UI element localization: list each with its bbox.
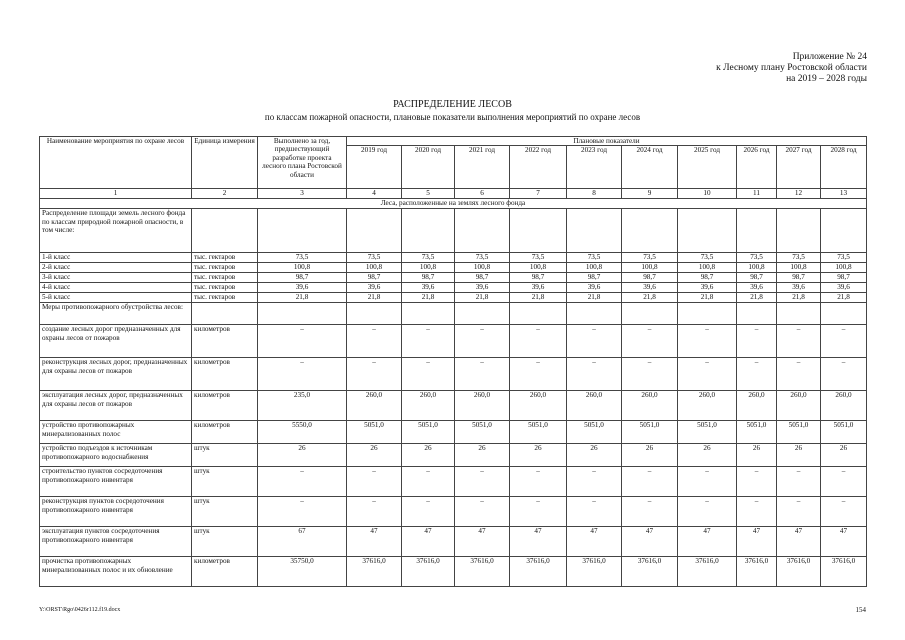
row-value <box>258 209 347 253</box>
row-value: – <box>678 467 737 497</box>
col-number: 11 <box>737 189 777 199</box>
row-value: 98,7 <box>567 273 622 283</box>
table-row <box>40 391 867 421</box>
row-value: 98,7 <box>777 273 821 283</box>
row-value: 100,8 <box>622 263 678 273</box>
row-value: 100,8 <box>567 263 622 273</box>
row-value: – <box>402 467 455 497</box>
header-year: 2019 год <box>347 146 402 189</box>
row-value: 47 <box>678 527 737 557</box>
row-value: 39,6 <box>678 283 737 293</box>
row-value: 260,0 <box>567 391 622 421</box>
section-title: Леса, расположенные на землях лесного фонда <box>40 199 867 209</box>
row-value <box>402 303 455 325</box>
row-value: 37616,0 <box>678 557 737 587</box>
row-value: – <box>347 358 402 391</box>
row-value: 21,8 <box>347 293 402 303</box>
table-row <box>40 303 867 325</box>
row-value: 39,6 <box>567 283 622 293</box>
row-value <box>777 303 821 325</box>
table-row <box>40 421 867 444</box>
row-value: 37616,0 <box>567 557 622 587</box>
row-value: 5051,0 <box>622 421 678 444</box>
row-value: 37616,0 <box>777 557 821 587</box>
row-value: 47 <box>347 527 402 557</box>
col-number: 1 <box>40 189 192 199</box>
table-row <box>40 527 867 557</box>
row-value: 26 <box>567 444 622 467</box>
row-value: 47 <box>455 527 510 557</box>
col-number: 8 <box>567 189 622 199</box>
row-value: 100,8 <box>678 263 737 273</box>
row-value: 260,0 <box>455 391 510 421</box>
table-row <box>40 253 867 263</box>
row-value: – <box>821 467 867 497</box>
table-row <box>40 325 867 358</box>
col-number: 10 <box>678 189 737 199</box>
footer-file-path: Y:\ORST\Rgo\0426r112.f19.docx <box>39 607 121 613</box>
header-year: 2027 год <box>777 146 821 189</box>
row-value <box>737 303 777 325</box>
row-unit: тыс. гектаров <box>192 283 258 293</box>
row-value: 5051,0 <box>821 421 867 444</box>
row-value: 73,5 <box>455 253 510 263</box>
row-name: реконструкция лесных дорог, предназначенных для охраны лесов от пожаров <box>40 358 192 391</box>
row-value: 47 <box>402 527 455 557</box>
table-row <box>40 293 867 303</box>
row-name: Распределение площади земель лесного фонда по классам природной пожарной опасности, в том числе: <box>40 209 192 253</box>
row-value: 39,6 <box>258 283 347 293</box>
row-value: 100,8 <box>821 263 867 273</box>
row-value: 26 <box>622 444 678 467</box>
table-row <box>40 497 867 527</box>
title-main: РАСПРЕДЕЛЕНИЕ ЛЕСОВ <box>393 99 512 110</box>
title-sub: по классам пожарной опасности, плановые показатели выполнения мероприятий по охране лесов <box>264 112 641 122</box>
row-value: 35750,0 <box>258 557 347 587</box>
row-value: – <box>510 497 567 527</box>
row-name: 3-й класс <box>40 273 192 283</box>
row-value: 39,6 <box>347 283 402 293</box>
row-value <box>347 303 402 325</box>
row-unit: километров <box>192 421 258 444</box>
row-value: 5051,0 <box>347 421 402 444</box>
forest-distribution-table <box>39 136 867 587</box>
row-value: 21,8 <box>455 293 510 303</box>
row-value: 26 <box>258 444 347 467</box>
row-value: 100,8 <box>737 263 777 273</box>
header-year: 2021 год <box>455 146 510 189</box>
row-value: 73,5 <box>567 253 622 263</box>
row-value: – <box>402 497 455 527</box>
row-value: – <box>777 497 821 527</box>
row-value: 73,5 <box>347 253 402 263</box>
row-value: 260,0 <box>347 391 402 421</box>
row-value: – <box>737 358 777 391</box>
appendix-line-3: на 2019 – 2028 годы <box>786 74 867 84</box>
row-name: прочистка противопожарных минерализованных полос и их обновление <box>40 557 192 587</box>
header-planned: Плановые показатели <box>347 137 867 146</box>
table-row <box>40 557 867 587</box>
table-row <box>40 263 867 273</box>
col-number: 12 <box>777 189 821 199</box>
row-value: 260,0 <box>821 391 867 421</box>
row-value: 37616,0 <box>402 557 455 587</box>
row-value: 39,6 <box>821 283 867 293</box>
row-value <box>510 209 567 253</box>
row-value: 73,5 <box>777 253 821 263</box>
row-value: – <box>737 497 777 527</box>
row-value: 26 <box>678 444 737 467</box>
row-unit: штук <box>192 497 258 527</box>
row-value: – <box>258 467 347 497</box>
row-value <box>347 209 402 253</box>
row-value: 100,8 <box>347 263 402 273</box>
row-unit <box>192 303 258 325</box>
row-unit: километров <box>192 358 258 391</box>
row-value: 26 <box>402 444 455 467</box>
header-name: Наименование мероприятия по охране лесов <box>40 137 192 189</box>
row-value: 47 <box>510 527 567 557</box>
row-value: – <box>567 497 622 527</box>
document-title <box>0 99 905 123</box>
row-name: 2-й класс <box>40 263 192 273</box>
row-value: 235,0 <box>258 391 347 421</box>
row-value: 5051,0 <box>777 421 821 444</box>
row-value: – <box>402 325 455 358</box>
row-unit <box>192 209 258 253</box>
row-value: 47 <box>777 527 821 557</box>
row-value: – <box>510 358 567 391</box>
row-value: 26 <box>737 444 777 467</box>
header-year: 2020 год <box>402 146 455 189</box>
page-number: 154 <box>855 606 866 614</box>
table-row <box>40 444 867 467</box>
row-value: 37616,0 <box>347 557 402 587</box>
row-value: 26 <box>510 444 567 467</box>
row-value: 39,6 <box>622 283 678 293</box>
row-name: устройство противопожарных минерализованных полос <box>40 421 192 444</box>
row-value: 47 <box>821 527 867 557</box>
header-year: 2022 год <box>510 146 567 189</box>
row-value: 37616,0 <box>455 557 510 587</box>
table-row <box>40 358 867 391</box>
row-name: эксплуатация пунктов сосредоточения противопожарного инвентаря <box>40 527 192 557</box>
row-value: – <box>455 325 510 358</box>
row-value: 5051,0 <box>455 421 510 444</box>
header-done: Выполнено за год, предшествующий разработке проекта лесного плана Ростовской области <box>258 137 347 189</box>
row-value: – <box>347 497 402 527</box>
row-name: реконструкция пунктов сосредоточения противопожарного инвентаря <box>40 497 192 527</box>
col-number: 2 <box>192 189 258 199</box>
table-row <box>40 209 867 253</box>
row-value: – <box>622 358 678 391</box>
row-value: 100,8 <box>258 263 347 273</box>
row-value: 5051,0 <box>678 421 737 444</box>
row-name: Меры противопожарного обустройства лесов: <box>40 303 192 325</box>
row-value: – <box>622 497 678 527</box>
row-value: 98,7 <box>737 273 777 283</box>
row-value: 21,8 <box>777 293 821 303</box>
row-value: – <box>510 325 567 358</box>
table-row <box>40 283 867 293</box>
row-value: 73,5 <box>622 253 678 263</box>
row-value: 21,8 <box>737 293 777 303</box>
row-value: – <box>455 497 510 527</box>
row-value: 26 <box>821 444 867 467</box>
header-unit: Единица измерения <box>192 137 258 189</box>
header-year: 2025 год <box>678 146 737 189</box>
row-value: 73,5 <box>737 253 777 263</box>
row-value: 260,0 <box>777 391 821 421</box>
row-value: – <box>678 497 737 527</box>
row-value: 260,0 <box>737 391 777 421</box>
row-value: – <box>567 358 622 391</box>
row-value: 98,7 <box>455 273 510 283</box>
row-value: 47 <box>737 527 777 557</box>
row-value: 21,8 <box>402 293 455 303</box>
row-name: устройство подъездов к источникам противопожарного водоснабжения <box>40 444 192 467</box>
row-value: – <box>678 325 737 358</box>
row-value <box>622 209 678 253</box>
row-value: 100,8 <box>510 263 567 273</box>
row-value: 39,6 <box>402 283 455 293</box>
row-value: – <box>258 325 347 358</box>
row-unit: штук <box>192 444 258 467</box>
row-value: 47 <box>622 527 678 557</box>
row-value: 98,7 <box>258 273 347 283</box>
row-value: 73,5 <box>678 253 737 263</box>
row-value: 98,7 <box>510 273 567 283</box>
row-value <box>258 303 347 325</box>
row-unit: тыс. гектаров <box>192 273 258 283</box>
row-value <box>402 209 455 253</box>
row-value: – <box>455 467 510 497</box>
row-value: 21,8 <box>678 293 737 303</box>
row-name: эксплуатация лесных дорог, предназначенных для охраны лесов от пожаров <box>40 391 192 421</box>
row-value: 73,5 <box>821 253 867 263</box>
col-number: 4 <box>347 189 402 199</box>
row-value: 37616,0 <box>737 557 777 587</box>
row-value: – <box>622 467 678 497</box>
row-value: 37616,0 <box>622 557 678 587</box>
row-unit: штук <box>192 467 258 497</box>
row-value <box>510 303 567 325</box>
row-value: – <box>777 467 821 497</box>
row-value: 98,7 <box>347 273 402 283</box>
row-value: 73,5 <box>510 253 567 263</box>
row-value: 5550,0 <box>258 421 347 444</box>
row-value: – <box>737 467 777 497</box>
row-value: 26 <box>777 444 821 467</box>
row-value <box>821 303 867 325</box>
row-value: – <box>821 358 867 391</box>
row-value: 37616,0 <box>510 557 567 587</box>
row-value: – <box>821 497 867 527</box>
row-value: 260,0 <box>510 391 567 421</box>
col-number: 7 <box>510 189 567 199</box>
row-value: 39,6 <box>777 283 821 293</box>
row-value: 39,6 <box>455 283 510 293</box>
col-number: 13 <box>821 189 867 199</box>
row-value <box>622 303 678 325</box>
row-value: 98,7 <box>622 273 678 283</box>
row-value: 47 <box>567 527 622 557</box>
row-name: 4-й класс <box>40 283 192 293</box>
row-value: 100,8 <box>402 263 455 273</box>
header-year: 2026 год <box>737 146 777 189</box>
row-value: 21,8 <box>567 293 622 303</box>
appendix-line-2: к Лесному плану Ростовской области <box>716 63 867 73</box>
row-name: создание лесных дорог предназначенных для охраны лесов от пожаров <box>40 325 192 358</box>
row-value <box>567 209 622 253</box>
row-value: 5051,0 <box>510 421 567 444</box>
row-value: 37616,0 <box>821 557 867 587</box>
header-year: 2023 год <box>567 146 622 189</box>
row-value <box>455 303 510 325</box>
row-unit: тыс. гектаров <box>192 263 258 273</box>
row-value: 26 <box>455 444 510 467</box>
row-unit: километров <box>192 325 258 358</box>
appendix-line-1: Приложение № 24 <box>792 52 867 62</box>
row-value: 5051,0 <box>567 421 622 444</box>
row-value <box>821 209 867 253</box>
row-value: 100,8 <box>455 263 510 273</box>
row-value: 26 <box>347 444 402 467</box>
row-value: – <box>258 497 347 527</box>
row-value <box>678 209 737 253</box>
row-value: 73,5 <box>402 253 455 263</box>
row-value <box>567 303 622 325</box>
row-value <box>737 209 777 253</box>
col-number: 5 <box>402 189 455 199</box>
row-value: – <box>510 467 567 497</box>
row-value: 98,7 <box>678 273 737 283</box>
row-value: – <box>777 358 821 391</box>
row-value: 21,8 <box>821 293 867 303</box>
row-value: – <box>821 325 867 358</box>
table-row <box>40 467 867 497</box>
row-value: – <box>678 358 737 391</box>
row-value: – <box>402 358 455 391</box>
row-value: 260,0 <box>402 391 455 421</box>
row-value: – <box>455 358 510 391</box>
col-number: 6 <box>455 189 510 199</box>
row-value: – <box>347 467 402 497</box>
row-value <box>678 303 737 325</box>
row-value: 5051,0 <box>402 421 455 444</box>
row-unit: штук <box>192 527 258 557</box>
row-value <box>777 209 821 253</box>
row-value: 260,0 <box>622 391 678 421</box>
header-year: 2028 год <box>821 146 867 189</box>
row-value: 21,8 <box>510 293 567 303</box>
row-value: – <box>347 325 402 358</box>
row-value: 98,7 <box>821 273 867 283</box>
row-value: – <box>567 325 622 358</box>
row-value: 39,6 <box>737 283 777 293</box>
row-value: – <box>777 325 821 358</box>
row-value: 67 <box>258 527 347 557</box>
header-year: 2024 год <box>622 146 678 189</box>
row-unit: километров <box>192 557 258 587</box>
col-number: 9 <box>622 189 678 199</box>
row-value: 21,8 <box>258 293 347 303</box>
row-value: 73,5 <box>258 253 347 263</box>
row-name: 5-й класс <box>40 293 192 303</box>
row-unit: километров <box>192 391 258 421</box>
row-unit: тыс. гектаров <box>192 293 258 303</box>
row-value: 260,0 <box>678 391 737 421</box>
row-value: – <box>622 325 678 358</box>
row-value: 5051,0 <box>737 421 777 444</box>
row-value: 98,7 <box>402 273 455 283</box>
row-value: – <box>567 467 622 497</box>
col-number: 3 <box>258 189 347 199</box>
row-name: 1-й класс <box>40 253 192 263</box>
table-body <box>40 209 867 587</box>
row-name: строительство пунктов сосредоточения противопожарного инвентаря <box>40 467 192 497</box>
row-value: – <box>737 325 777 358</box>
row-value <box>455 209 510 253</box>
row-value: – <box>258 358 347 391</box>
table-row <box>40 273 867 283</box>
row-value: 21,8 <box>622 293 678 303</box>
appendix-note <box>716 52 867 85</box>
row-value: 100,8 <box>777 263 821 273</box>
row-value: 39,6 <box>510 283 567 293</box>
row-unit: тыс. гектаров <box>192 253 258 263</box>
